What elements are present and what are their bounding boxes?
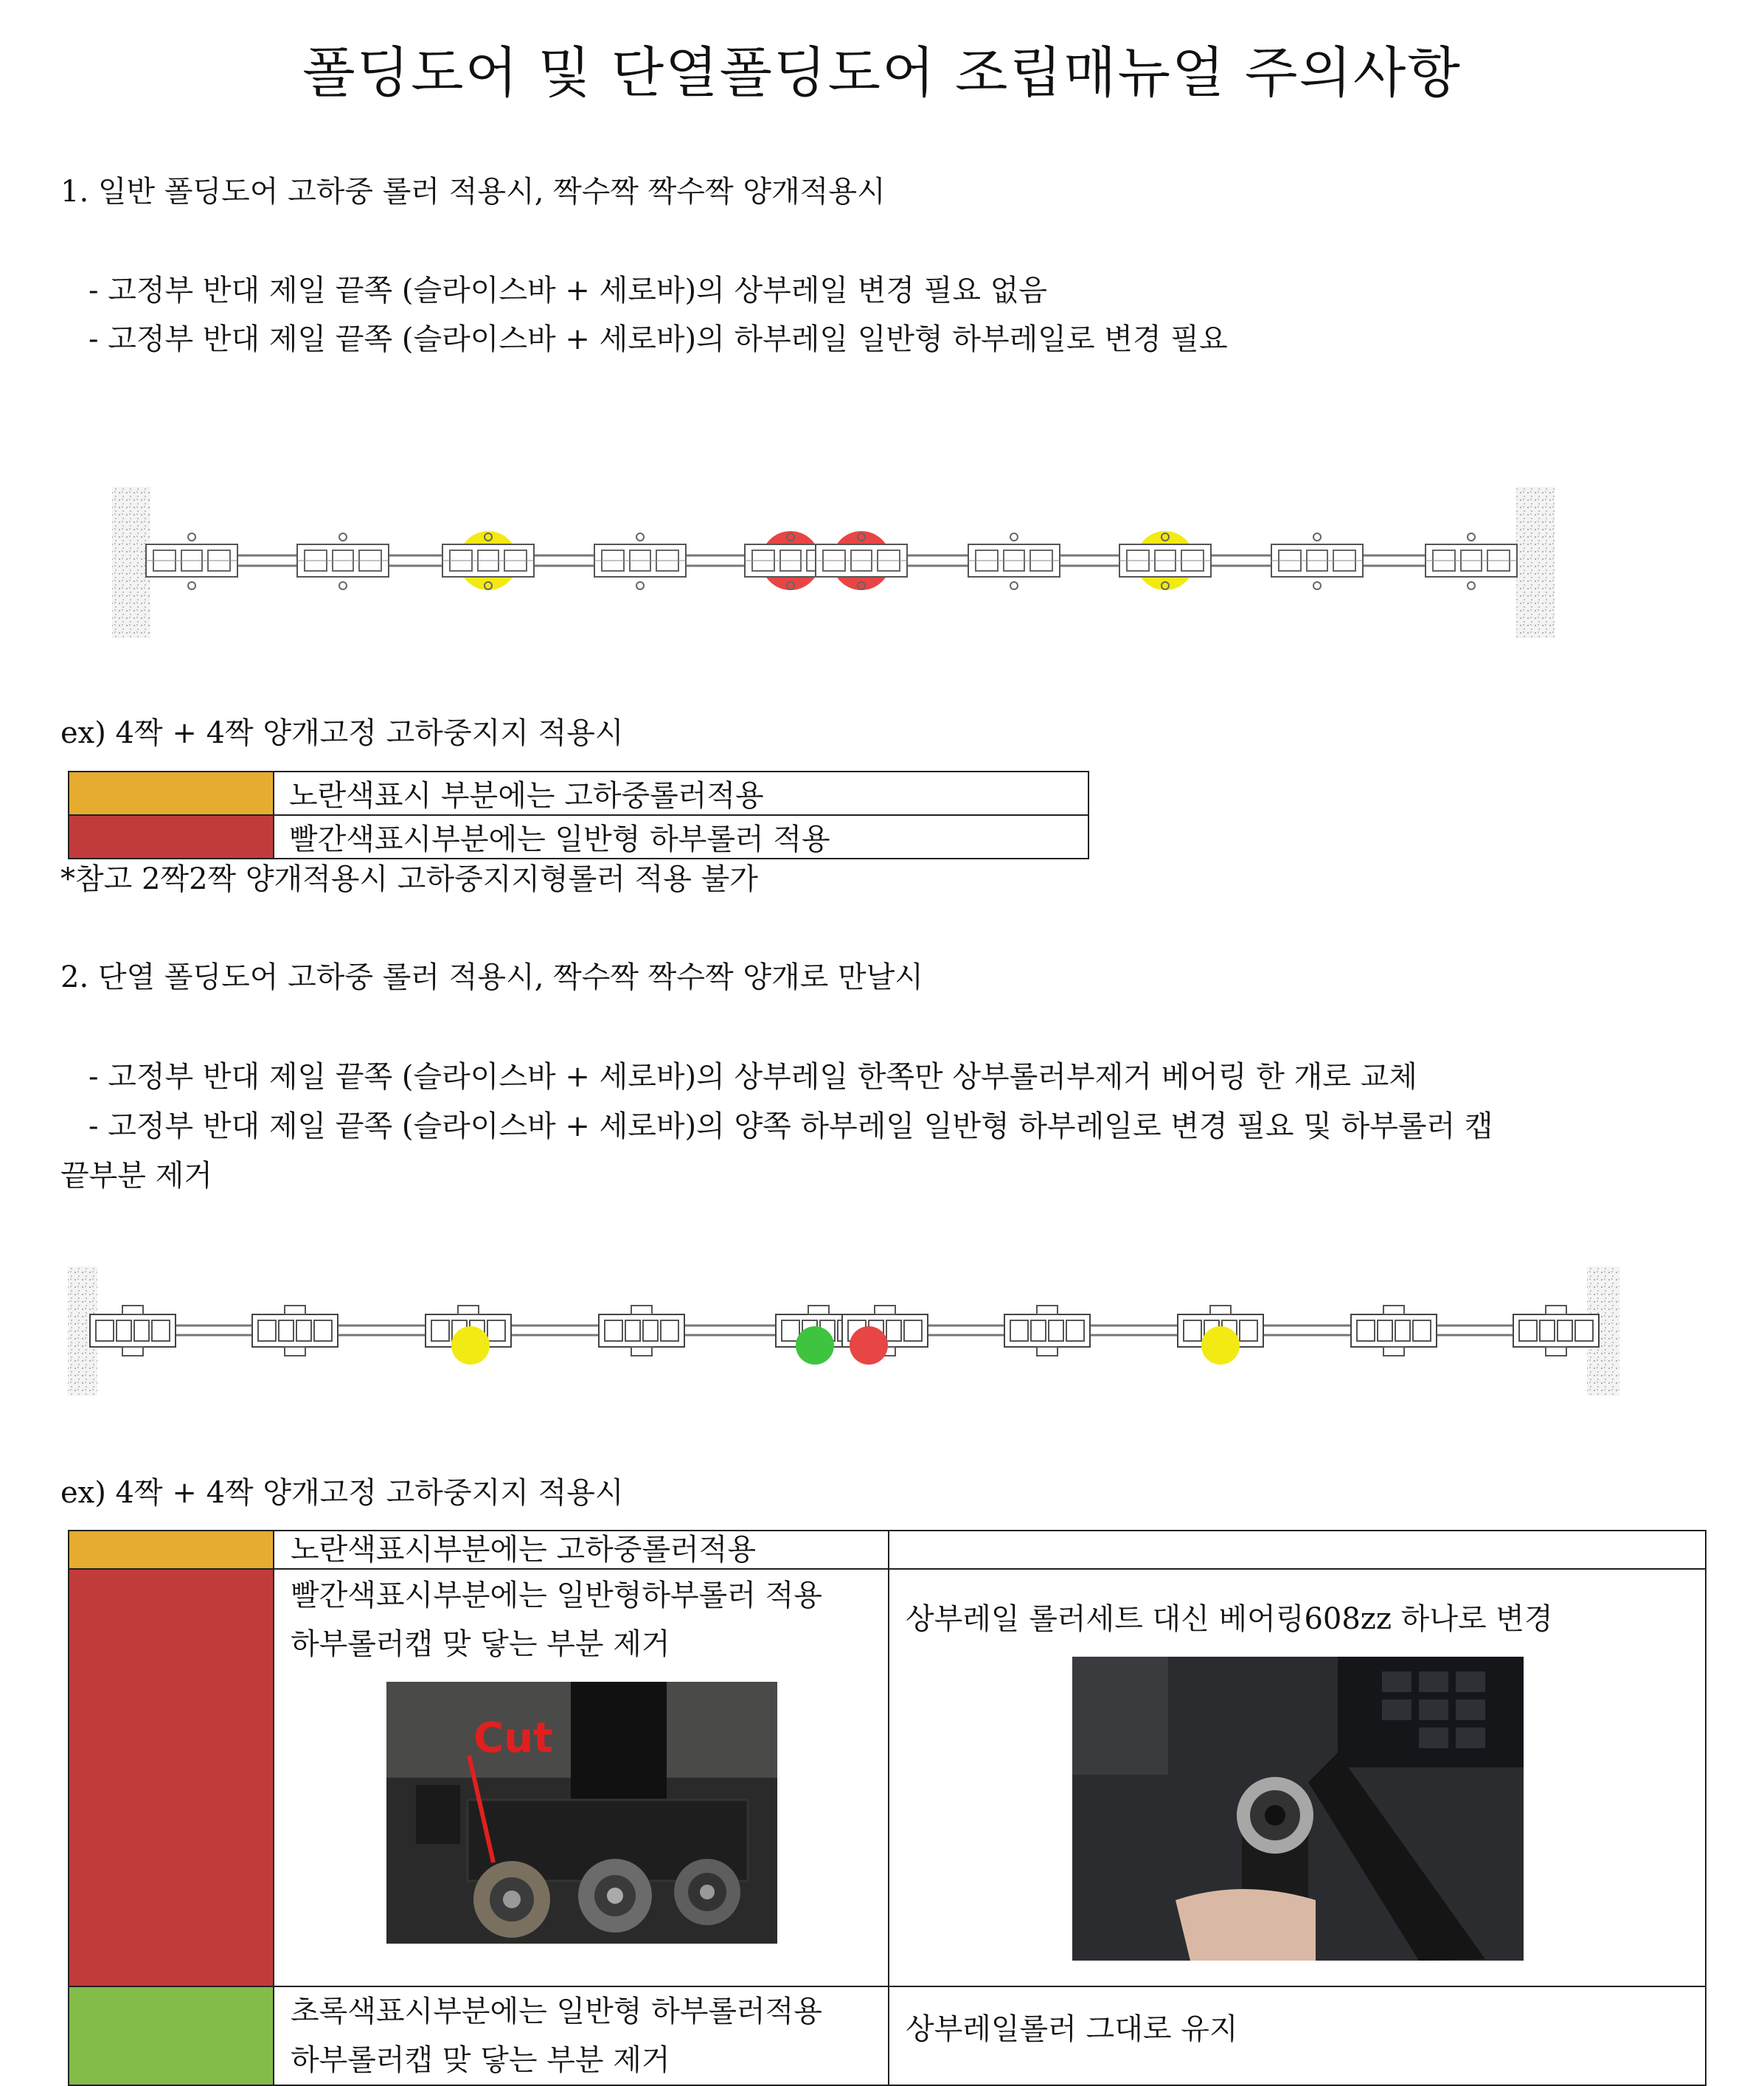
photo-bearing-608zz: [1072, 1657, 1524, 1961]
table-text-red-1: 빨간색표시부분에는 일반형하부롤러 적용: [291, 1579, 822, 1612]
legend-row-yellow: [69, 772, 1088, 815]
table-right-yellow: [889, 1531, 1706, 1569]
yellow-marker: [1201, 1326, 1240, 1365]
diagram-folding-door-1: [111, 483, 1556, 642]
legend-row-red: [69, 815, 1088, 859]
table-text-yellow: 노란색표시부분에는 고하중롤러적용: [291, 1533, 756, 1567]
photo-roller-cap-cut: [386, 1682, 777, 1944]
table-right-green: 상부레일롤러 그대로 유지: [906, 2012, 1238, 2046]
section1-example: ex) 4짝 + 4짝 양개고정 고하중지지 적용시: [60, 716, 624, 750]
section1-bullet-1: - 고정부 반대 제일 끝쪽 (슬라이스바 + 세로바)의 상부레일 변경 필요 없음: [88, 274, 1048, 308]
section2-example: ex) 4짝 + 4짝 양개고정 고하중지지 적용시: [60, 1476, 624, 1510]
legend-text-red: 빨간색표시부분에는 일반형 하부롤러 적용: [274, 815, 1088, 859]
table-text-green-1: 초록색표시부분에는 일반형 하부롤러적용: [291, 1995, 822, 2028]
section2-table: [68, 1530, 1706, 2086]
legend-text-yellow: 노란색표시 부분에는 고하중롤러적용: [274, 772, 1088, 815]
section1-heading: 1. 일반 폴딩도어 고하중 롤러 적용시, 짝수짝 짝수짝 양개적용시: [60, 175, 886, 209]
table-swatch-yellow: [69, 1531, 274, 1569]
table-row-yellow: [69, 1531, 1706, 1569]
diagram-folding-door-2: [66, 1263, 1622, 1399]
table-swatch-red: [69, 1569, 274, 1986]
table-row-green: [69, 1986, 1706, 2085]
section1-bullet-2: - 고정부 반대 제일 끝쪽 (슬라이스바 + 세로바)의 하부레일 일반형 하부레일로 변경 필요: [88, 322, 1228, 356]
legend-swatch-yellow: [69, 772, 274, 815]
red-marker: [850, 1326, 888, 1365]
table-right-red: 상부레일 롤러세트 대신 베어링608zz 하나로 변경: [906, 1602, 1553, 1636]
section2-heading: 2. 단열 폴딩도어 고하중 롤러 적용시, 짝수짝 짝수짝 양개로 만날시: [60, 960, 923, 994]
section2-bullet-1: - 고정부 반대 제일 끝쪽 (슬라이스바 + 세로바)의 상부레일 한쪽만 상부롤러부제거 베어링 한 개로 교체: [88, 1060, 1417, 1094]
page-title: 폴딩도어 및 단열폴딩도어 조립매뉴얼 주의사항: [302, 41, 1462, 105]
table-row-red: [69, 1569, 1706, 1986]
section2-bullet-2: - 고정부 반대 제일 끝쪽 (슬라이스바 + 세로바)의 양쪽 하부레일 일반형 하부레일로 변경 필요 및 하부롤러 캡: [88, 1109, 1493, 1143]
yellow-marker: [451, 1326, 490, 1365]
cut-label: Cut: [473, 1714, 553, 1762]
table-swatch-green: [69, 1986, 274, 2085]
table-text-green-2: 하부롤러캡 맞 닿는 부분 제거: [291, 2043, 670, 2077]
section1-legend: [68, 771, 1089, 859]
legend-swatch-red: [69, 815, 274, 859]
table-text-red-2: 하부롤러캡 맞 닿는 부분 제거: [291, 1627, 670, 1661]
section1-note: *참고 2짝2짝 양개적용시 고하중지지형롤러 적용 불가: [60, 862, 758, 896]
section2-bullet-2-cont: 끝부분 제거: [60, 1159, 212, 1193]
green-marker: [796, 1326, 834, 1365]
